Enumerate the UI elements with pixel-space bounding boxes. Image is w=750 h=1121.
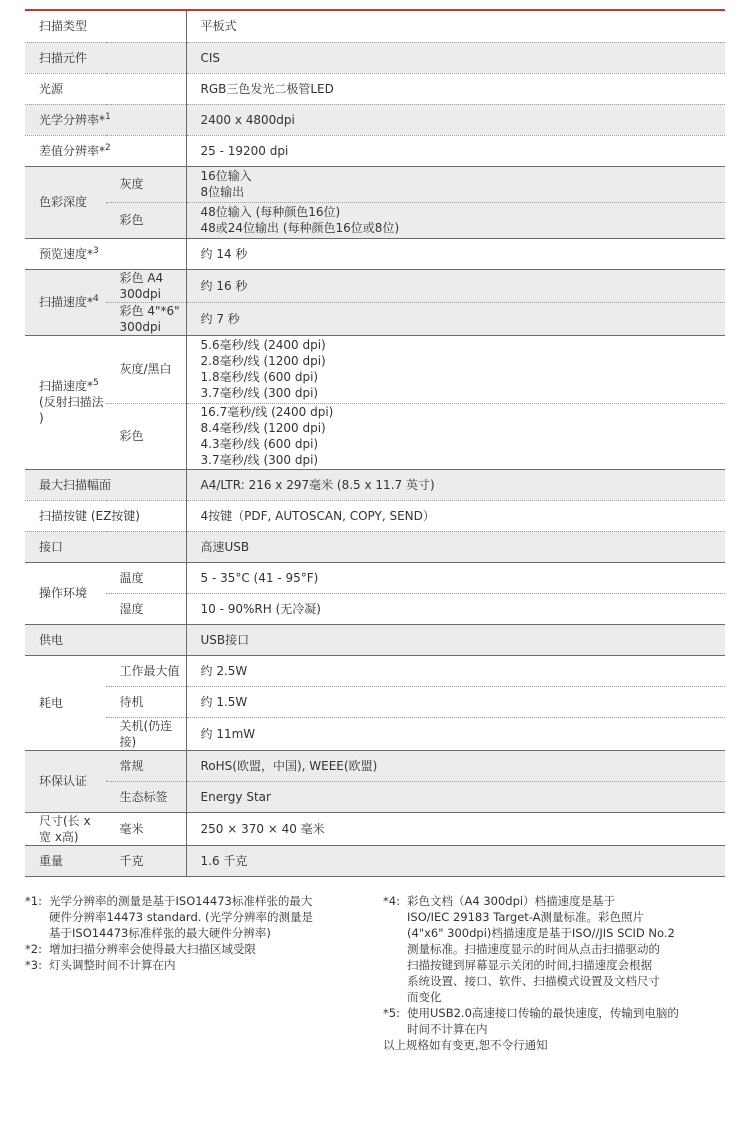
footnote-line: ISO/IEC 29183 Target-A测量标准。彩色照片 <box>407 910 645 924</box>
row-label <box>25 104 186 135</box>
row-value: 约 7 秒 <box>186 302 725 335</box>
footnote <box>383 893 723 1005</box>
row-label: 重量 <box>25 845 106 876</box>
row-sublabel: 湿度 <box>106 593 187 624</box>
footnote-line: (4"x6" 300dpi)档描速度是基于ISO//JIS SCID No.2 <box>407 926 675 940</box>
row-label: 耗电 <box>25 655 106 750</box>
row-value <box>186 166 725 202</box>
footnote-line: 硬件分辨率14473 standard. (光学分辨率的测量是 <box>49 910 314 924</box>
spec-table <box>25 11 725 877</box>
row-label: 扫描元件 <box>25 42 186 73</box>
row-label: 扫描类型 <box>25 11 186 42</box>
row-sublabel: 工作最大值 <box>106 655 187 686</box>
row-label-text: 光学分辨率* <box>39 112 106 127</box>
row-value: A4/LTR: 216 x 297毫米 (8.5 x 11.7 英寸) <box>186 469 725 500</box>
table-row <box>25 750 725 781</box>
footnote-ref: 1 <box>105 111 111 122</box>
row-sublabel: 灰度 <box>106 166 187 202</box>
row-sublabel: 彩色 A4 300dpi <box>106 269 187 302</box>
row-label: 供电 <box>25 624 186 655</box>
row-value: 250 × 370 × 40 毫米 <box>186 812 725 845</box>
footnote-mark: *4: <box>383 894 400 908</box>
footnote-line: 彩色文档（A4 300dpi）档描速度是基于 <box>407 894 616 908</box>
footnote-line: 系统设置、接口、软件、扫描模式设置及文档尺寸 <box>407 974 660 988</box>
row-value: 高速USB <box>186 531 725 562</box>
table-row <box>25 403 725 469</box>
footnote-line: 时间不计算在内 <box>407 1022 488 1036</box>
row-value: 5 - 35°C (41 - 95°F) <box>186 562 725 593</box>
row-value: USB接口 <box>186 624 725 655</box>
row-value <box>186 202 725 238</box>
row-sublabel: 灰度/黑白 <box>106 335 187 403</box>
footnote-ref: 5 <box>93 378 99 388</box>
footnote-line: 灯头调整时间不计算在内 <box>49 958 176 972</box>
footnote-line: 测量标准。扫描速度显示的时间从点击扫描驱动的 <box>407 942 660 956</box>
row-value: 25 - 19200 dpi <box>186 135 725 166</box>
footnote-text <box>407 893 723 1005</box>
row-value: 约 11mW <box>186 717 725 750</box>
row-value: Energy Star <box>186 781 725 812</box>
row-label-text: 扫描速度* <box>39 295 94 309</box>
footnote-line: 扫描按键到屏幕显示关闭的时间,扫描速度会根据 <box>407 958 653 972</box>
row-value: 约 14 秒 <box>186 238 725 269</box>
row-label: 光源 <box>25 73 186 104</box>
row-value: 平板式 <box>186 11 725 42</box>
value-line: 16.7毫秒/线 (2400 dpi) <box>200 405 334 419</box>
row-label: 最大扫描幅面 <box>25 469 186 500</box>
value-line: 8.4毫秒/线 (1200 dpi) <box>200 421 326 435</box>
footnote-mark: *1: <box>25 894 42 908</box>
row-label-text: 差值分辨率* <box>39 143 106 158</box>
value-line: 2.8毫秒/线 (1200 dpi) <box>200 354 326 368</box>
row-value: 约 16 秒 <box>186 269 725 302</box>
table-row <box>25 686 725 717</box>
footnotes-right <box>383 893 723 1053</box>
row-sublabel: 常规 <box>106 750 187 781</box>
footnote <box>25 957 365 973</box>
table-row <box>25 135 725 166</box>
row-sublabel: 彩色 <box>106 403 187 469</box>
footnote-line: 而变化 <box>407 990 442 1004</box>
row-sublabel: 温度 <box>106 562 187 593</box>
row-value <box>186 403 725 469</box>
footnote-mark: *3: <box>25 958 42 972</box>
disclaimer: 以上规格如有变更,恕不令行通知 <box>383 1038 548 1052</box>
table-row <box>25 812 725 845</box>
footnote-line: 增加扫描分辨率会使得最大扫描区域受限 <box>49 942 256 956</box>
row-label: 扫描按键 (EZ按键) <box>25 500 186 531</box>
footnote-line: 使用USB2.0高速接口传输的最快速度，传输到电脑的 <box>407 1006 679 1020</box>
row-label: 尺寸(长 x 宽 x高) <box>25 812 106 845</box>
row-label: 环保认证 <box>25 750 106 812</box>
row-value: RoHS(欧盟，中国), WEEE(欧盟) <box>186 750 725 781</box>
row-label <box>25 335 106 469</box>
row-value: 2400 x 4800dpi <box>186 104 725 135</box>
value-line: 8位输出 <box>200 185 245 199</box>
footnote <box>25 893 365 941</box>
row-value: 10 - 90%RH (无冷凝) <box>186 593 725 624</box>
footnote-text <box>407 1005 723 1037</box>
footnote-mark: *5: <box>383 1006 400 1020</box>
table-row <box>25 73 725 104</box>
row-value: 约 1.5W <box>186 686 725 717</box>
row-label <box>25 135 186 166</box>
table-row <box>25 717 725 750</box>
table-row <box>25 166 725 202</box>
footnote <box>383 1005 723 1037</box>
table-row <box>25 624 725 655</box>
table-row <box>25 104 725 135</box>
row-label: 色彩深度 <box>25 166 106 238</box>
table-row <box>25 302 725 335</box>
row-sublabel: 毫米 <box>106 812 187 845</box>
value-line: 4.3毫秒/线 (600 dpi) <box>200 437 319 451</box>
footnote-text <box>49 893 365 941</box>
row-label: 操作环境 <box>25 562 106 624</box>
table-row <box>25 269 725 302</box>
footnote-ref: 4 <box>93 294 99 304</box>
row-sublabel: 待机 <box>106 686 187 717</box>
row-value: 约 2.5W <box>186 655 725 686</box>
table-row <box>25 238 725 269</box>
footnote-mark: *2: <box>25 942 42 956</box>
value-line: 1.8毫秒/线 (600 dpi) <box>200 370 319 384</box>
row-sublabel: 关机(仍连接) <box>106 717 187 750</box>
row-label-text: 扫描速度* <box>39 379 94 393</box>
row-value: CIS <box>186 42 725 73</box>
row-sublabel: 千克 <box>106 845 187 876</box>
table-row <box>25 335 725 403</box>
value-line: 48位输入 (每种颜色16位) <box>200 205 341 219</box>
table-row <box>25 42 725 73</box>
footnote-line: 光学分辨率的测量是基于ISO14473标准样张的最大 <box>49 894 313 908</box>
value-line: 3.7毫秒/线 (300 dpi) <box>200 386 319 400</box>
table-row <box>25 11 725 42</box>
row-sublabel: 彩色 <box>106 202 187 238</box>
row-label-text: 预览速度* <box>39 246 94 261</box>
footnote-line: 基于ISO14473标准样张的最大硬件分辨率) <box>49 926 271 940</box>
table-row <box>25 845 725 876</box>
table-row <box>25 655 725 686</box>
row-sublabel: 生态标签 <box>106 781 187 812</box>
row-value <box>186 335 725 403</box>
row-sublabel: 彩色 4"*6" 300dpi <box>106 302 187 335</box>
table-row <box>25 781 725 812</box>
table-row <box>25 593 725 624</box>
value-line: 48或24位输出 (每种颜色16位或8位) <box>200 221 400 235</box>
row-label <box>25 269 106 335</box>
row-label <box>25 238 186 269</box>
footnote-ref: 3 <box>93 245 99 256</box>
footnotes-left <box>25 893 365 973</box>
row-value: 4按键（PDF, AUTOSCAN, COPY, SEND） <box>186 500 725 531</box>
table-row <box>25 202 725 238</box>
row-value: 1.6 千克 <box>186 845 725 876</box>
table-row <box>25 500 725 531</box>
table-row <box>25 562 725 593</box>
value-line: 3.7毫秒/线 (300 dpi) <box>200 453 319 467</box>
footnote <box>25 941 365 957</box>
table-row <box>25 531 725 562</box>
table-row <box>25 469 725 500</box>
value-line: 5.6毫秒/线 (2400 dpi) <box>200 338 326 352</box>
value-line: 16位输入 <box>200 169 252 183</box>
row-label-note: (反射扫描法 ) <box>39 395 104 425</box>
row-value: RGB三色发光二极管LED <box>186 73 725 104</box>
row-label: 接口 <box>25 531 186 562</box>
footnote-ref: 2 <box>105 142 111 153</box>
